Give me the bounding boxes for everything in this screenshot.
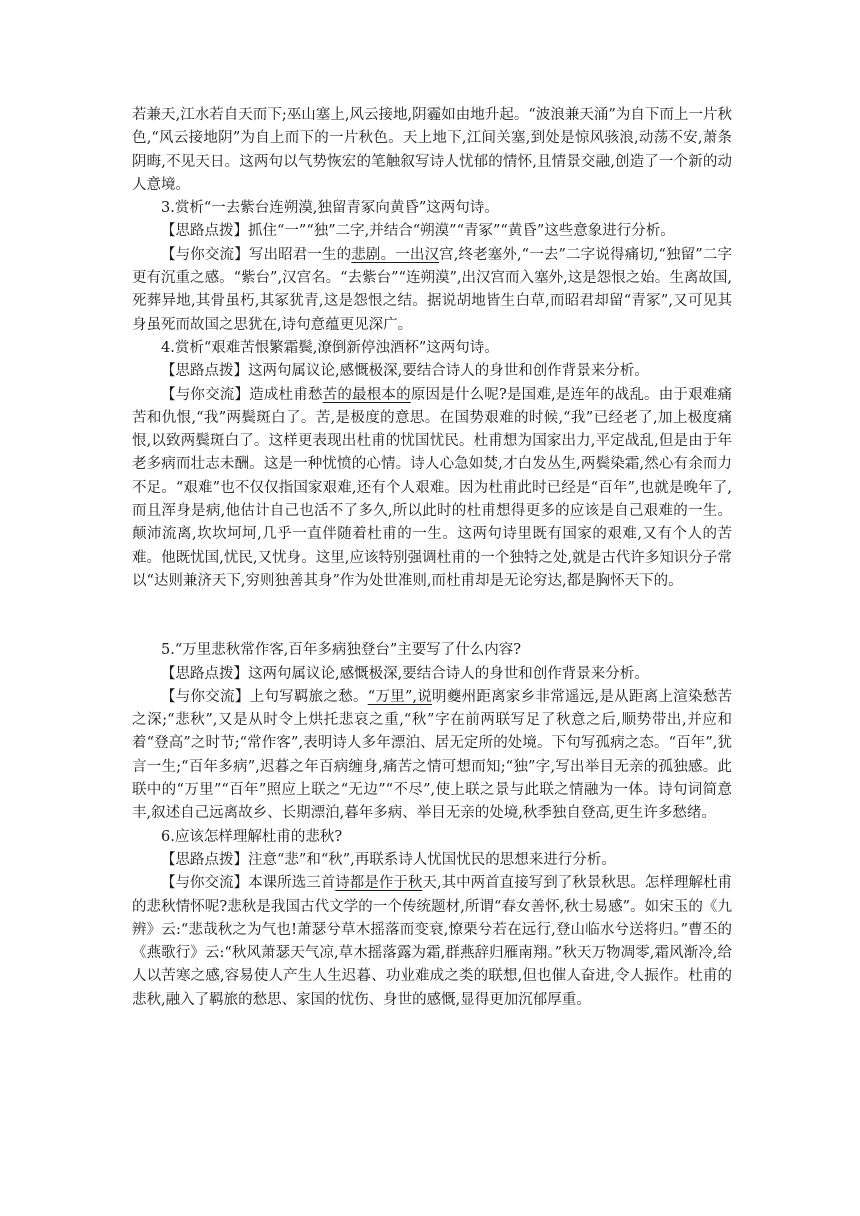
paragraph-p1 xyxy=(132,104,732,197)
paragraph-text: 【与你交流】上句写羁旅之愁。 xyxy=(161,688,368,705)
paragraph-p9 xyxy=(132,663,732,686)
paragraph-text: 【与你交流】本课所选三首 xyxy=(161,875,336,892)
paragraph-text: 若兼天,江水若自天而下;巫山塞上,风云接地,阴霾如由地升起。“波浪兼天涌”为自下而上一片秋色,“风云接地阴”为自上而下的一片秋色。天上地下,江间关塞,到处是惊风骇浪,动荡不安,萧条阴晦,不见天日。这两句以气势恢宏的笔触叙写诗人忧郁的情怀,且情景交融,创造了一个新的动人意境。 xyxy=(132,107,732,193)
paragraph-text: 原因是什么呢?是国难,是连年的战乱。由于艰难痛苦和仇恨,“我”两鬓斑白了。苦,是极度的意思。在国势艰难的时候,“我”已经老了,加上极度痛恨,以致两鬓斑白了。这样更表现出杜甫的忧国忧民。杜甫想为国家出力,平定战乱,但是由于年老多病而壮志未酬。这是一种忧愤的心情。诗人心急如焚,才白发丛生,两鬓染霜,然心有余而力不足。“艰难”也不仅仅指国家艰难,还有个人艰难。因为杜甫此时已经是“百年”,也就是晚年了,而且浑身是病,他估计自己也活不了多久,所以此时的杜甫想得更多的应该是自己艰难的一生。颠沛流离,坎坎坷坷,几乎一直伴随着杜甫的一生。这两句诗里既有国家的艰难,又有个人的苦难。他既忧国,忧民,又忧身。这里,应该特别强调杜甫的一个独特之处,就是古代许多知识分子常以“达则兼济天下,穷则独善其身”作为处世准则,而杜甫却是无论穷达,都是胸怀天下的。 xyxy=(132,386,733,589)
paragraph-text: 天,其中两首直接写到了秋景秋思。怎样理解杜甫的悲秋情怀呢?悲秋是我国古代文学的一个传统题材,所谓“春女善怀,秋士易感”。如宋玉的《九辨》云:“悲哉秋之为气也!萧瑟兮草木摇落而变衰,憭栗兮若在远行,登山临水兮送将归。”曹丕的《燕歌行》云:“秋风萧瑟天气凉,草木摇落露为霜,群燕辞归雁南翔。”秋天万物凋零,霜风渐冷,给人以苦寒之感,容易使人产生人生迟暮、功业难成之类的联想,但也催人奋进,令人振作。杜甫的悲秋,融入了羁旅的愁思、家国的忧伤、身世的感慨,显得更加沉郁厚重。 xyxy=(132,875,733,1008)
paragraph-text: 【思路点拨】这两句属议论,感慨极深,要结合诗人的身世和创作背景来分析。 xyxy=(161,363,649,380)
document-page xyxy=(132,104,732,1012)
paragraph-p13 xyxy=(132,872,732,1012)
paragraph-text: 4.赏析“艰难苦恨繁霜鬓,潦倒新停浊酒杯”这两句诗。 xyxy=(161,339,499,356)
paragraph-text: 【思路点拨】这两句属议论,感慨极深,要结合诗人的身世和创作背景来分析。 xyxy=(161,665,649,682)
paragraph-text: 【思路点拨】注意“悲”和“秋”,再联系诗人忧国忧民的思想来进行分析。 xyxy=(161,851,616,868)
paragraph-p7 xyxy=(132,384,732,594)
paragraph-gap xyxy=(132,593,732,639)
paragraph-p5 xyxy=(132,337,732,360)
paragraph-text: 【思路点拨】抓住“一”“独”二字,并结合“朔漠”“青冢”“黄昏”这些意象进行分析。 xyxy=(161,223,675,240)
paragraph-text: 6.应该怎样理解杜甫的悲秋? xyxy=(161,828,343,845)
paragraph-p10 xyxy=(132,686,732,826)
underlined-text: “万里”,说 xyxy=(367,688,433,705)
underlined-text: 悲剧。一出汉 xyxy=(351,246,440,263)
paragraph-text: 宫,终老塞外,“一去”二字说得痛切,“独留”二字更有沉重之感。“紫台”,汉宫名。“去紫台”“连朔漠”,出汉宫而入塞外,这是怨恨之始。生离故国,死葬异地,其骨虽朽,其冢犹青,这是怨恨之结。据说胡地皆生白草,而昭君却留“青冢”,又可见其身虽死而故国之思犹在,诗句意蕴更见深广。 xyxy=(132,246,732,333)
paragraph-p6 xyxy=(132,360,732,383)
paragraph-text: 3.赏析“一去紫台连朔漠,独留青冢向黄昏”这两句诗。 xyxy=(161,200,499,217)
paragraph-p4 xyxy=(132,244,732,337)
paragraph-p11 xyxy=(132,826,732,849)
paragraph-text: 明夔州距离家乡非常遥远,是从距离上渲染愁苦之深;“悲秋”,又是从时令上烘托悲哀之重,“秋”字在前两联写足了秋意之后,顺势带出,并应和着“登高”之时节;“常作客”,表明诗人多年漂泊、居无定所的处境。下句写孤病之态。“百年”,犹言一生;“百年多病”,迟暮之年百病缠身,痛苦之情可想而知;“独”字,写出举目无亲的孤独感。此联中的“万里”“百年”照应上联之“无边”“不尽”,使上联之景与此联之情融为一体。诗句词简意丰,叙述自己远离故乡、长期漂泊,暮年多病、举目无亲的处境,秋季独自登高,更生许多愁绪。 xyxy=(132,688,733,822)
underlined-text: 诗都是作于秋 xyxy=(335,875,423,892)
paragraph-text: 5.“万里悲秋常作客,百年多病独登台”主要写了什么内容? xyxy=(161,642,522,659)
paragraph-text: 【与你交流】造成杜甫愁 xyxy=(161,386,323,403)
underlined-text: 苦的最根本的 xyxy=(322,386,411,403)
paragraph-p2 xyxy=(132,197,732,220)
paragraph-p12 xyxy=(132,849,732,872)
paragraph-p8 xyxy=(132,639,732,662)
paragraph-p3 xyxy=(132,220,732,243)
paragraph-text: 【与你交流】写出昭君一生的 xyxy=(161,246,352,263)
